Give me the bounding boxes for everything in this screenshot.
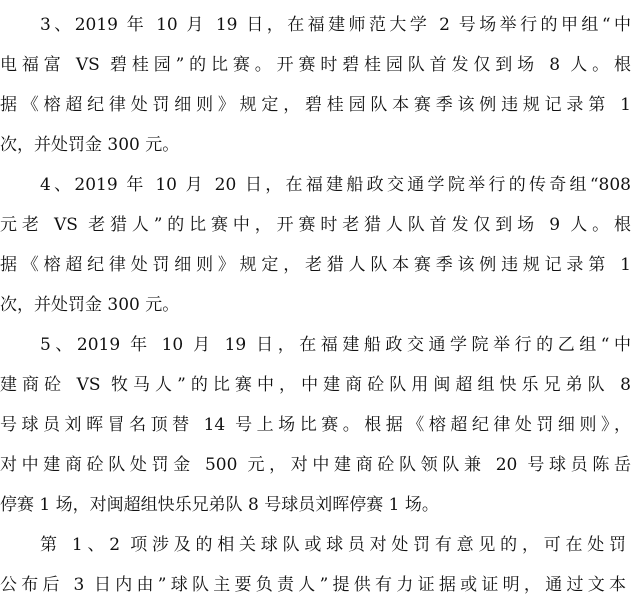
paragraph-5-line-3: 号球员刘晖冒名顶替 14 号上场比赛。根据《榕超纪律处罚细则》，: [0, 415, 631, 435]
paragraph-5-line-1: 5、2019 年 10 月 19 日，在福建船政交通学院举行的乙组“中: [40, 335, 631, 355]
paragraph-4-line-3: 据《榕超纪律处罚细则》规定，老猎人队本赛季该例违规记录第 1: [0, 255, 631, 275]
paragraph-5-line-2: 建商砼 VS 牧马人”的比赛中，中建商砼队用闽超组快乐兄弟队 8: [0, 375, 631, 395]
paragraph-5-line-4: 对中建商砼队处罚金 500 元，对中建商砼队领队兼 20 号球员陈岳: [0, 455, 631, 475]
paragraph-4-line-4: 次，并处罚金 300 元。: [0, 295, 180, 315]
appeal-paragraph-line-1: 第 1、2 项涉及的相关球队或球员对处罚有意见的，可在处罚: [40, 535, 626, 555]
appeal-paragraph-line-2: 公布后 3 日内由”球队主要负责人”提供有力证据或证明，通过文本: [0, 575, 626, 595]
paragraph-5-line-5: 停赛 1 场，对闽超组快乐兄弟队 8 号球员刘晖停赛 1 场。: [0, 495, 439, 515]
paragraph-4-line-1: 4、2019 年 10 月 20 日，在福建船政交通学院举行的传奇组“808: [40, 175, 631, 195]
paragraph-3-line-4: 次，并处罚金 300 元。: [0, 135, 180, 155]
paragraph-3-line-1: 3、2019 年 10 月 19 日，在福建师范大学 2 号场举行的甲组“中: [40, 15, 631, 35]
paragraph-3-line-3: 据《榕超纪律处罚细则》规定，碧桂园队本赛季该例违规记录第 1: [0, 95, 631, 115]
paragraph-4-line-2: 元老 VS 老猎人”的比赛中，开赛时老猎人队首发仅到场 9 人。根: [0, 215, 631, 235]
paragraph-3-line-2: 电福富 VS 碧桂园”的比赛。开赛时碧桂园队首发仅到场 8 人。根: [0, 55, 631, 75]
